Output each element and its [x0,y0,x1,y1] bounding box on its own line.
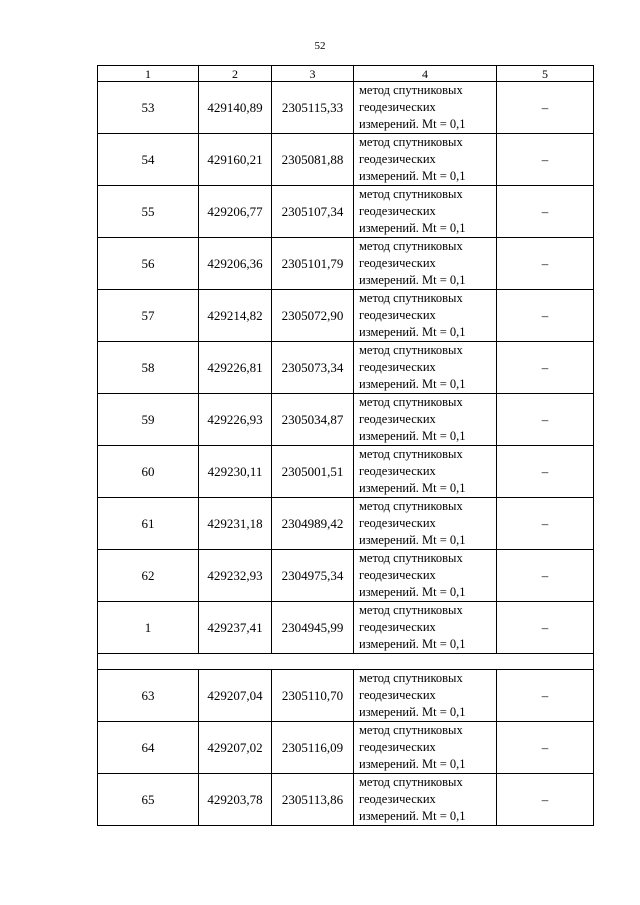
x-coordinate-cell: 429226,93 [199,394,272,446]
note-cell: – [497,394,594,446]
method-line: измерений. Mt = 0,1 [359,481,466,495]
table-row [98,134,594,186]
method-line: измерений. Mt = 0,1 [359,325,466,339]
note-cell: – [497,550,594,602]
note-cell: – [497,290,594,342]
method-cell [354,134,497,186]
x-coordinate-cell: 429230,11 [199,446,272,498]
method-line: геодезических [359,620,436,634]
method-line: метод спутниковых [359,447,463,461]
method-line: геодезических [359,360,436,374]
x-coordinate-cell: 429207,04 [199,670,272,722]
table-row [98,774,594,826]
separator-cell [98,654,594,670]
table-row [98,394,594,446]
point-number-cell: 1 [98,602,199,654]
method-line: геодезических [359,256,436,270]
point-number-cell: 63 [98,670,199,722]
method-cell [354,602,497,654]
table-header-row [98,66,594,82]
x-coordinate-cell: 429214,82 [199,290,272,342]
table-row [98,186,594,238]
method-line: метод спутниковых [359,395,463,409]
method-line: геодезических [359,152,436,166]
y-coordinate-cell: 2305034,87 [272,394,354,446]
table-row [98,342,594,394]
x-coordinate-cell: 429206,77 [199,186,272,238]
note-cell: – [497,186,594,238]
column-header: 2 [199,66,272,82]
method-line: измерений. Mt = 0,1 [359,117,466,131]
column-header: 5 [497,66,594,82]
method-line: геодезических [359,412,436,426]
method-line: измерений. Mt = 0,1 [359,377,466,391]
table-row [98,602,594,654]
method-cell [354,670,497,722]
note-cell: – [497,602,594,654]
method-line: метод спутниковых [359,343,463,357]
x-coordinate-cell: 429237,41 [199,602,272,654]
table-row [98,670,594,722]
method-line: измерений. Mt = 0,1 [359,533,466,547]
method-line: метод спутниковых [359,671,463,685]
method-cell [354,290,497,342]
method-line: метод спутниковых [359,603,463,617]
x-coordinate-cell: 429160,21 [199,134,272,186]
method-line: геодезических [359,688,436,702]
method-cell [354,82,497,134]
group-separator-row [98,654,594,670]
page-number: 52 [314,40,326,52]
note-cell: – [497,722,594,774]
note-cell: – [497,774,594,826]
table-row [98,722,594,774]
y-coordinate-cell: 2305001,51 [272,446,354,498]
table-row [98,82,594,134]
y-coordinate-cell: 2304975,34 [272,550,354,602]
point-number-cell: 53 [98,82,199,134]
method-line: геодезических [359,568,436,582]
method-line: метод спутниковых [359,775,463,789]
note-cell: – [497,134,594,186]
method-cell [354,774,497,826]
note-cell: – [497,82,594,134]
method-line: геодезических [359,516,436,530]
column-header: 3 [272,66,354,82]
y-coordinate-cell: 2305115,33 [272,82,354,134]
table-row [98,238,594,290]
method-line: измерений. Mt = 0,1 [359,637,466,651]
x-coordinate-cell: 429203,78 [199,774,272,826]
method-line: измерений. Mt = 0,1 [359,429,466,443]
table-row [98,498,594,550]
y-coordinate-cell: 2305073,34 [272,342,354,394]
x-coordinate-cell: 429231,18 [199,498,272,550]
x-coordinate-cell: 429232,93 [199,550,272,602]
table-row [98,290,594,342]
y-coordinate-cell: 2305107,34 [272,186,354,238]
point-number-cell: 54 [98,134,199,186]
method-cell [354,394,497,446]
coordinates-table [97,65,594,826]
method-line: измерений. Mt = 0,1 [359,585,466,599]
note-cell: – [497,342,594,394]
method-line: измерений. Mt = 0,1 [359,757,466,771]
y-coordinate-cell: 2304989,42 [272,498,354,550]
method-line: измерений. Mt = 0,1 [359,705,466,719]
method-line: геодезических [359,464,436,478]
y-coordinate-cell: 2305072,90 [272,290,354,342]
note-cell: – [497,446,594,498]
method-line: метод спутниковых [359,83,463,97]
method-line: геодезических [359,792,436,806]
x-coordinate-cell: 429207,02 [199,722,272,774]
column-header: 1 [98,66,199,82]
method-line: метод спутниковых [359,187,463,201]
table-row [98,550,594,602]
point-number-cell: 55 [98,186,199,238]
method-line: метод спутниковых [359,239,463,253]
method-line: геодезических [359,204,436,218]
column-header: 4 [354,66,497,82]
x-coordinate-cell: 429140,89 [199,82,272,134]
method-cell [354,498,497,550]
method-line: геодезических [359,740,436,754]
method-cell [354,342,497,394]
y-coordinate-cell: 2305110,70 [272,670,354,722]
method-line: измерений. Mt = 0,1 [359,221,466,235]
note-cell: – [497,670,594,722]
method-line: метод спутниковых [359,551,463,565]
point-number-cell: 61 [98,498,199,550]
y-coordinate-cell: 2305116,09 [272,722,354,774]
method-cell [354,722,497,774]
method-line: измерений. Mt = 0,1 [359,169,466,183]
y-coordinate-cell: 2305113,86 [272,774,354,826]
method-line: геодезических [359,308,436,322]
point-number-cell: 59 [98,394,199,446]
method-cell [354,446,497,498]
x-coordinate-cell: 429206,36 [199,238,272,290]
point-number-cell: 60 [98,446,199,498]
method-cell [354,186,497,238]
method-cell [354,238,497,290]
point-number-cell: 58 [98,342,199,394]
method-line: измерений. Mt = 0,1 [359,273,466,287]
point-number-cell: 65 [98,774,199,826]
method-line: измерений. Mt = 0,1 [359,809,466,823]
method-line: метод спутниковых [359,499,463,513]
y-coordinate-cell: 2305081,88 [272,134,354,186]
note-cell: – [497,238,594,290]
method-line: метод спутниковых [359,135,463,149]
note-cell: – [497,498,594,550]
method-line: метод спутниковых [359,723,463,737]
method-cell [354,550,497,602]
method-line: геодезических [359,100,436,114]
y-coordinate-cell: 2305101,79 [272,238,354,290]
point-number-cell: 64 [98,722,199,774]
point-number-cell: 56 [98,238,199,290]
method-line: метод спутниковых [359,291,463,305]
point-number-cell: 57 [98,290,199,342]
table-row [98,446,594,498]
y-coordinate-cell: 2304945,99 [272,602,354,654]
x-coordinate-cell: 429226,81 [199,342,272,394]
point-number-cell: 62 [98,550,199,602]
